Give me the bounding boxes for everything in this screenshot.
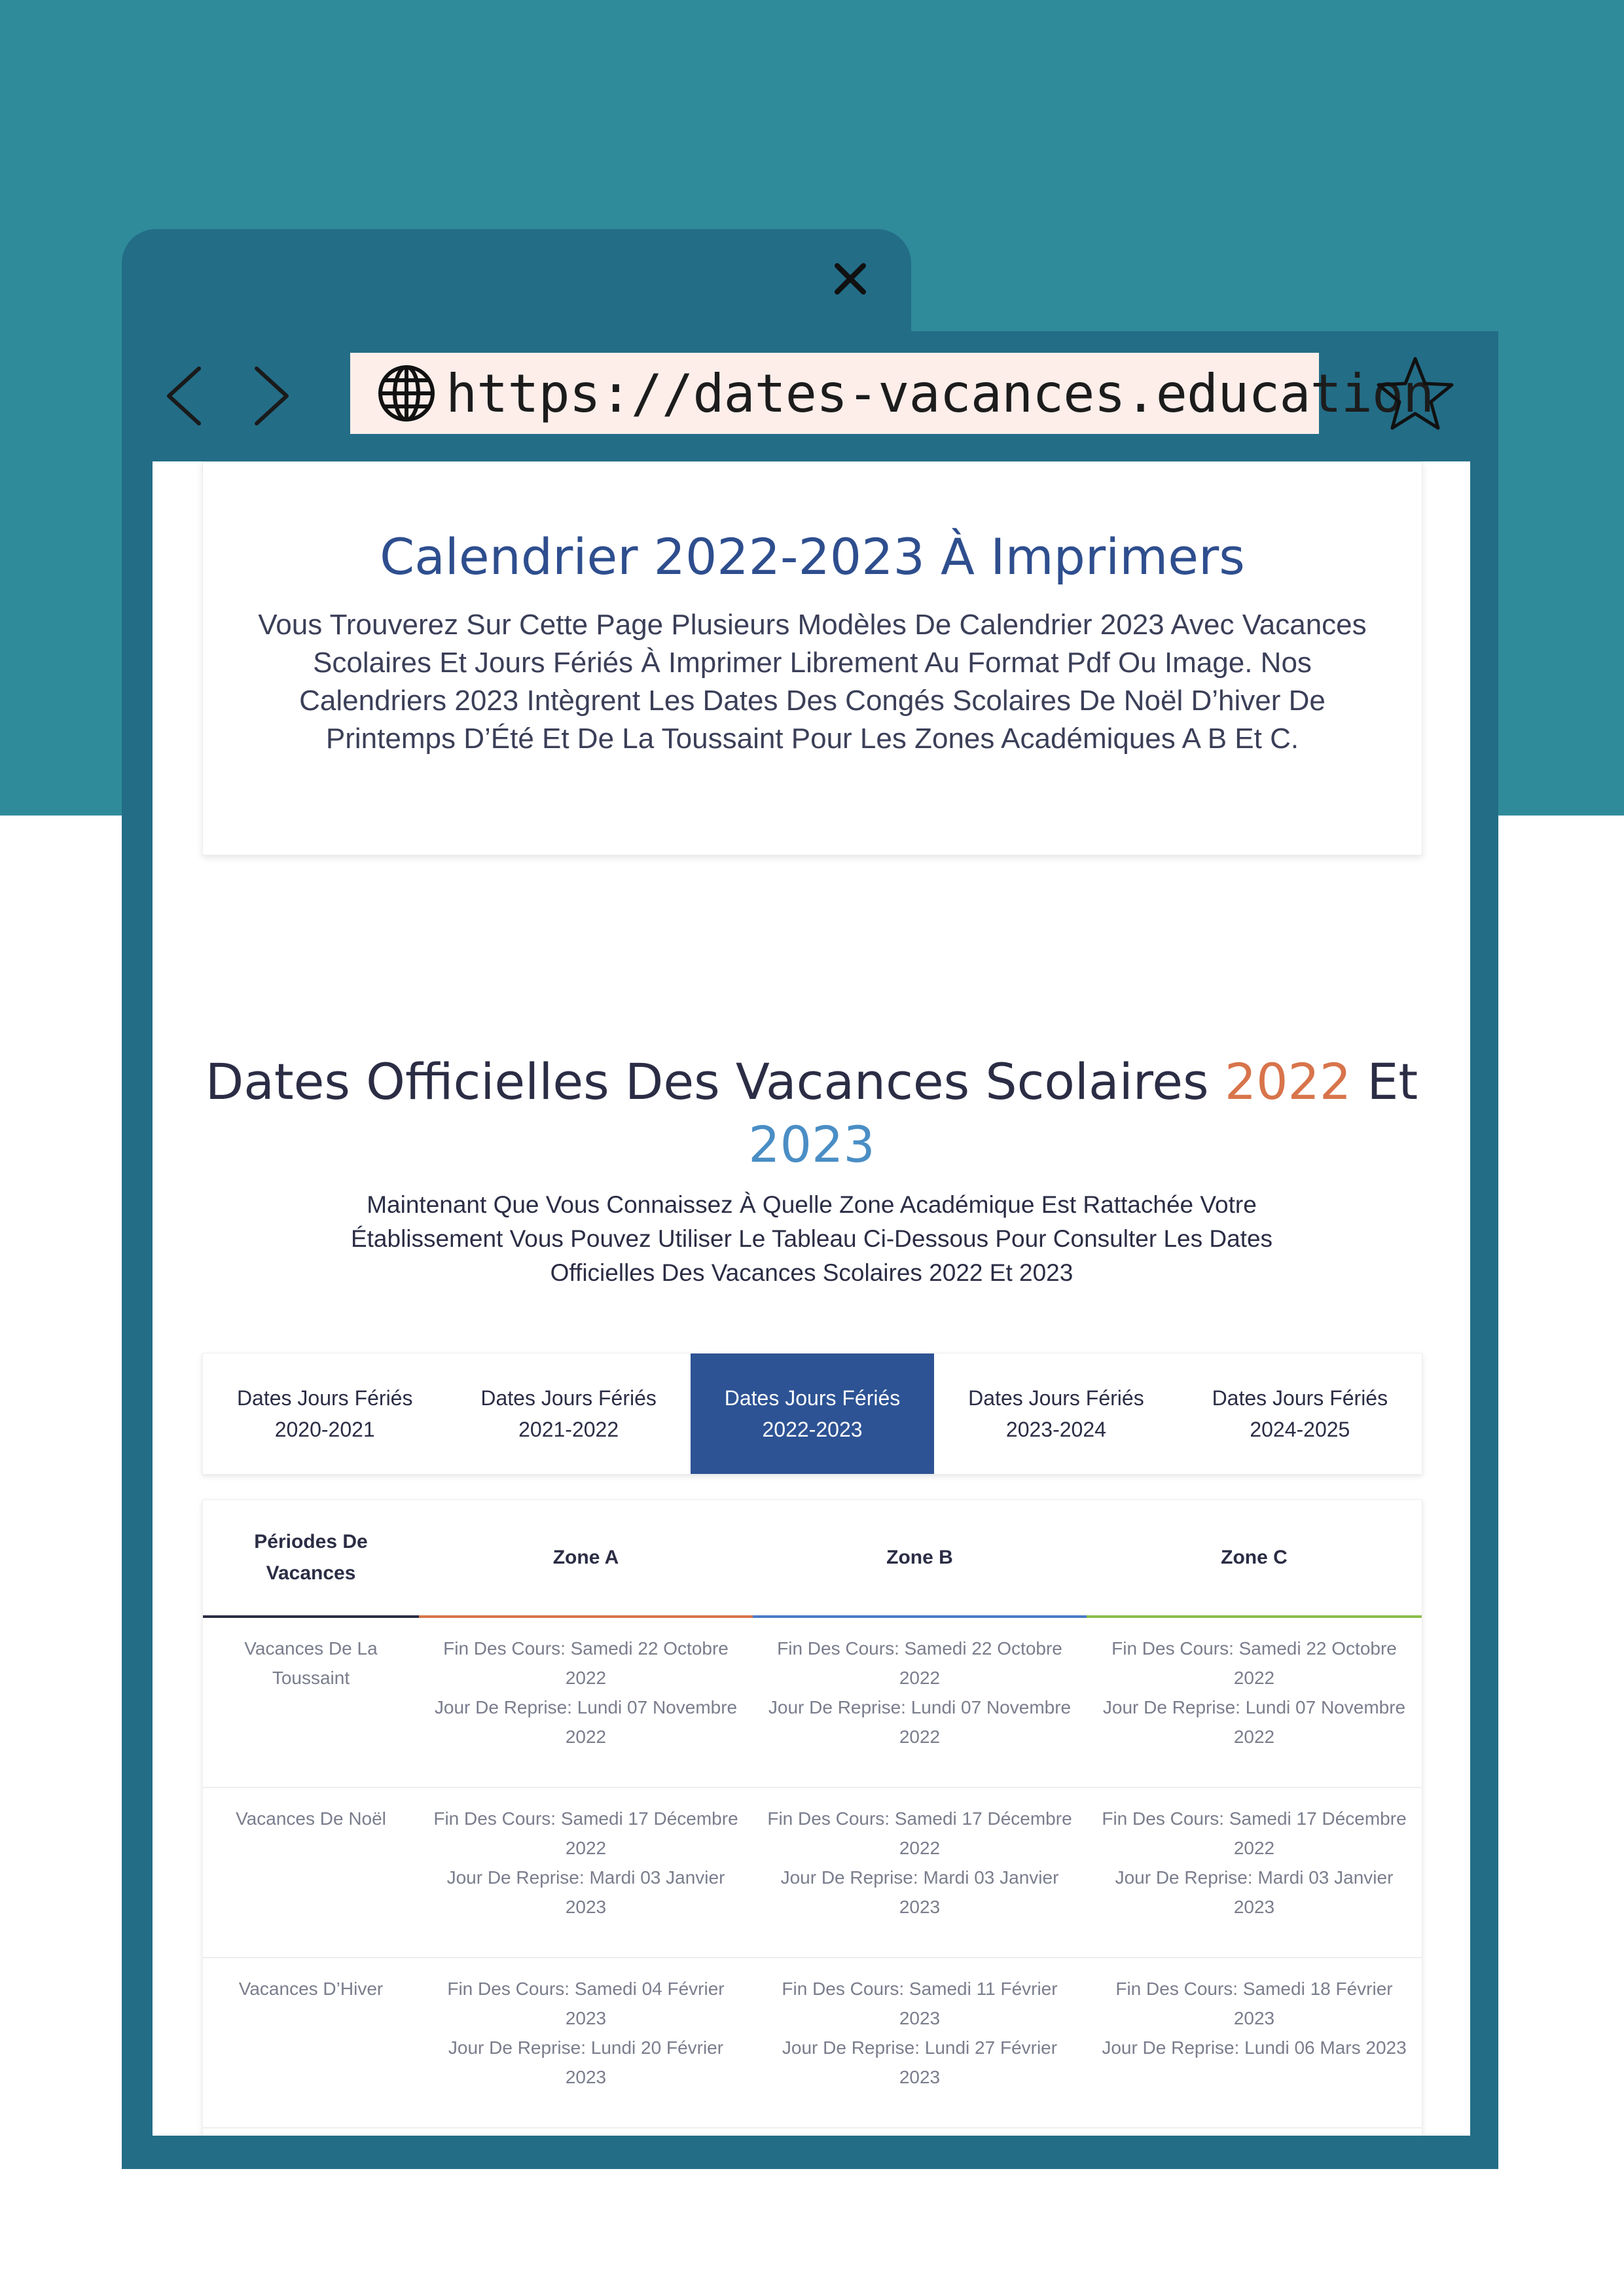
tab-2023-2024[interactable]: Dates Jours Fériés 2023-2024 [968, 1386, 1144, 1441]
period-cell: Vacances D’Hiver [238, 1979, 384, 1999]
header-zone-b: Zone B [753, 1500, 1087, 1618]
zone-b-cell [753, 1618, 1087, 1787]
header-zone-c: Zone C [1087, 1500, 1422, 1618]
close-icon[interactable] [832, 260, 869, 297]
chevron-right-icon[interactable] [249, 363, 295, 429]
zone-c-cell [1087, 1788, 1422, 1957]
return-day: Jour De Reprise: Lundi 20 Février 2023 [448, 2037, 724, 2087]
return-day: Jour De Reprise: Mardi 03 Janvier 2023 [780, 1867, 1059, 1917]
hero-card [202, 461, 1422, 855]
zone-b-cell [753, 1788, 1087, 1957]
chevron-left-icon[interactable] [161, 363, 207, 429]
globe-icon [376, 363, 437, 423]
period-cell: Vacances De La Toussaint [244, 1638, 378, 1688]
return-day: Jour De Reprise: Lundi 07 Novembre 2022 [1102, 1697, 1406, 1747]
end-of-classes: Fin Des Cours: Samedi 22 Octobre 2022 [443, 1638, 729, 1688]
address-bar[interactable] [350, 353, 1434, 434]
end-of-classes: Fin Des Cours: Samedi 11 Février 2023 [782, 1979, 1058, 2028]
hero-title: Calendrier 2022-2023 À Imprimers [380, 528, 1245, 586]
end-of-classes: Fin Des Cours: Samedi 04 Février 2023 [447, 1979, 725, 2028]
header-zone-a: Zone A [419, 1500, 753, 1618]
section-title-connector: Et [1351, 1052, 1418, 1111]
section-title-text: Dates Officielles Des Vacances Scolaires [205, 1052, 1225, 1111]
section-title-year-2022: 2022 [1224, 1052, 1352, 1111]
return-day: Jour De Reprise: Mardi 03 Janvier 2023 [446, 1867, 725, 1917]
url-text[interactable]: https://dates-vacances.education [446, 363, 1434, 424]
zone-a-cell [419, 1618, 753, 1787]
tab-2022-2023[interactable]: Dates Jours Fériés 2022-2023 [691, 1354, 934, 1474]
zone-a-cell [419, 1958, 753, 2127]
return-day: Jour De Reprise: Lundi 07 Novembre 2022 [768, 1697, 1072, 1747]
end-of-classes: Fin Des Cours: Samedi 17 Décembre 2022 [433, 1808, 738, 1858]
end-of-classes: Fin Des Cours: Samedi 18 Février 2023 [1115, 1979, 1393, 2028]
star-icon[interactable] [1375, 353, 1456, 435]
section-title-year-2023: 2023 [748, 1115, 875, 1174]
return-day: Jour De Reprise: Lundi 06 Mars 2023 [1102, 2037, 1407, 2058]
return-day: Jour De Reprise: Lundi 27 Février 2023 [782, 2037, 1058, 2087]
zone-c-cell [1087, 1958, 1422, 2127]
zone-b-cell [753, 1958, 1087, 2127]
header-periods: Périodes De Vacances [203, 1500, 419, 1618]
zone-a-cell [419, 1788, 753, 1957]
section-title [202, 1050, 1421, 1176]
table-row [203, 1958, 1422, 2128]
end-of-classes: Fin Des Cours: Samedi 17 Décembre 2022 [767, 1808, 1072, 1858]
end-of-classes: Fin Des Cours: Samedi 22 Octobre 2022 [777, 1638, 1062, 1688]
section-subtitle: Maintenant Que Vous Connaissez À Quelle Zone Académique Est Rattachée Votre Établissement Vous Pouvez Utiliser Le Tableau Ci-Dessous Pour Consulter Les Dates Officielles Des Vacances Scolaires 2022 Et 2023 [350, 1191, 1273, 1286]
page-viewport [153, 461, 1470, 2136]
end-of-classes: Fin Des Cours: Samedi 22 Octobre 2022 [1111, 1638, 1397, 1688]
period-cell: Vacances De Noël [236, 1808, 386, 1829]
end-of-classes: Fin Des Cours: Samedi 17 Décembre 2022 [1102, 1808, 1407, 1858]
year-tabs [202, 1353, 1422, 1475]
return-day: Jour De Reprise: Mardi 03 Janvier 2023 [1115, 1867, 1394, 1917]
zone-c-cell [1087, 1618, 1422, 1787]
table-header [203, 1500, 1422, 1618]
tab-2024-2025[interactable]: Dates Jours Fériés 2024-2025 [1212, 1386, 1388, 1441]
return-day: Jour De Reprise: Lundi 07 Novembre 2022 [434, 1697, 738, 1747]
holidays-table [202, 1499, 1422, 2136]
tab-2020-2021[interactable]: Dates Jours Fériés 2020-2021 [236, 1386, 413, 1441]
hero-description: Vous Trouverez Sur Cette Page Plusieurs Modèles De Calendrier 2023 Avec Vacances Scolaires Et Jours Fériés À Imprimer Librement Au Format Pdf Ou Image. Nos Calendriers 2023 Intègrent Les Dates Des Congés Scolaires De Noël D’hiver De Printemps D’Été Et De La Toussaint Pour Les Zones Académiques A B Et C. [258, 609, 1367, 755]
tab-2021-2022[interactable]: Dates Jours Fériés 2021-2022 [480, 1386, 657, 1441]
table-row [203, 1788, 1422, 1958]
table-row [203, 1618, 1422, 1788]
